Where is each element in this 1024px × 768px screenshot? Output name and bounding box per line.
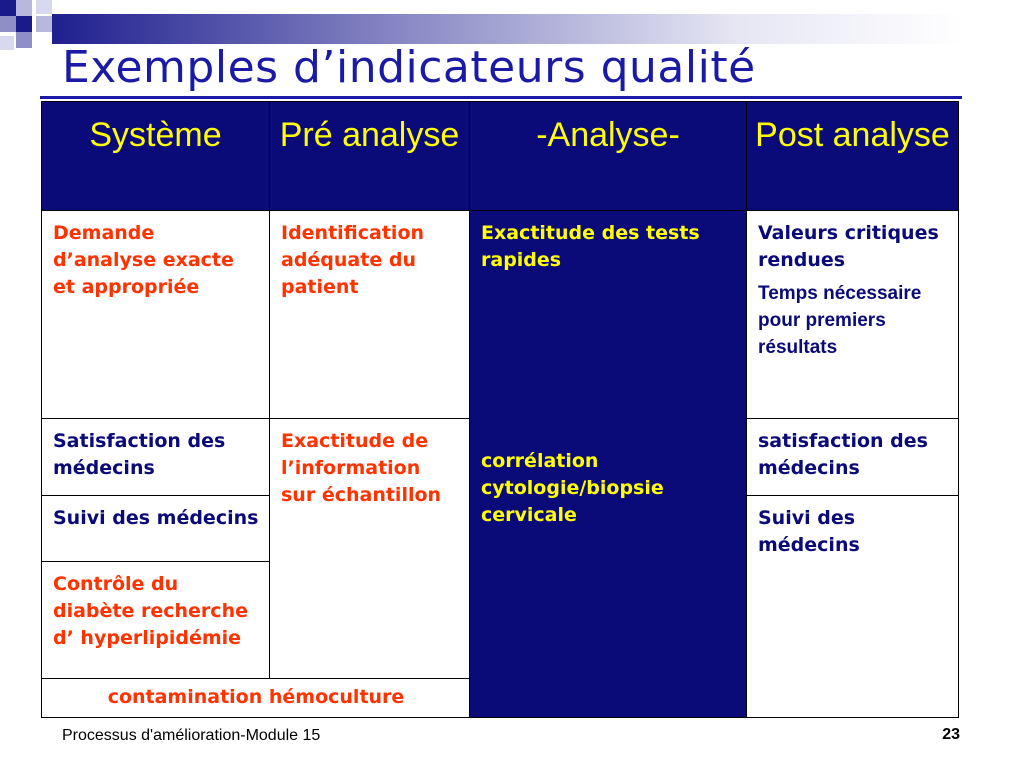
cell-post-suivi: Suivi des médecins — [747, 496, 959, 718]
deco-square — [36, 0, 52, 14]
cell-post-valeurs — [747, 211, 959, 419]
header-analyse: -Analyse- — [470, 102, 747, 211]
cell-pre-exactitude-information: Exactitude de l’information sur échantillon — [270, 419, 470, 679]
deco-square — [0, 0, 16, 16]
cell-post-satisfaction: satisfaction des médecins — [747, 419, 959, 496]
cell-systeme-satisfaction: Satisfaction des médecins — [42, 419, 270, 496]
header-pre-analyse: Pré analyse — [270, 102, 470, 211]
cell-systeme-demande: Demande d’analyse exacte et appropriée — [42, 211, 270, 419]
post-valeurs-text: Valeurs critiques rendues — [758, 222, 939, 271]
table-row — [42, 211, 959, 419]
deco-square — [0, 16, 16, 32]
title-underline — [40, 96, 962, 99]
quality-indicators-table — [41, 101, 959, 718]
cell-contamination-hemoculture: contamination hémoculture — [42, 679, 470, 718]
slide-title: Exemples d’indicateurs qualité — [62, 42, 756, 93]
cell-analyse-correlation: corrélation cytologie/biopsie cervicale — [481, 450, 664, 526]
header-systeme: Système — [42, 102, 270, 211]
cell-pre-identification: Identification adéquate du patient — [270, 211, 470, 419]
deco-square — [36, 16, 52, 32]
cell-systeme-controle-diabete: Contrôle du diabète recherche d’ hyperlipidémie — [42, 562, 270, 679]
deco-square — [0, 36, 14, 50]
cell-analyse-exactitude: Exactitude des tests rapides — [481, 222, 700, 271]
deco-square — [16, 16, 32, 32]
post-temps-note: Temps nécessaire pour premiers résultats — [758, 283, 922, 358]
deco-square — [16, 32, 32, 48]
cell-systeme-suivi: Suivi des médecins — [42, 496, 270, 562]
deco-square — [16, 0, 32, 16]
header-gradient-bar — [52, 14, 964, 44]
header-post-analyse: Post analyse — [747, 102, 959, 211]
table-header-row — [42, 102, 959, 211]
footer-text: Processus d'amélioration-Module 15 — [62, 727, 321, 744]
page-number: 23 — [942, 726, 960, 743]
cell-analyse-column — [470, 211, 747, 718]
